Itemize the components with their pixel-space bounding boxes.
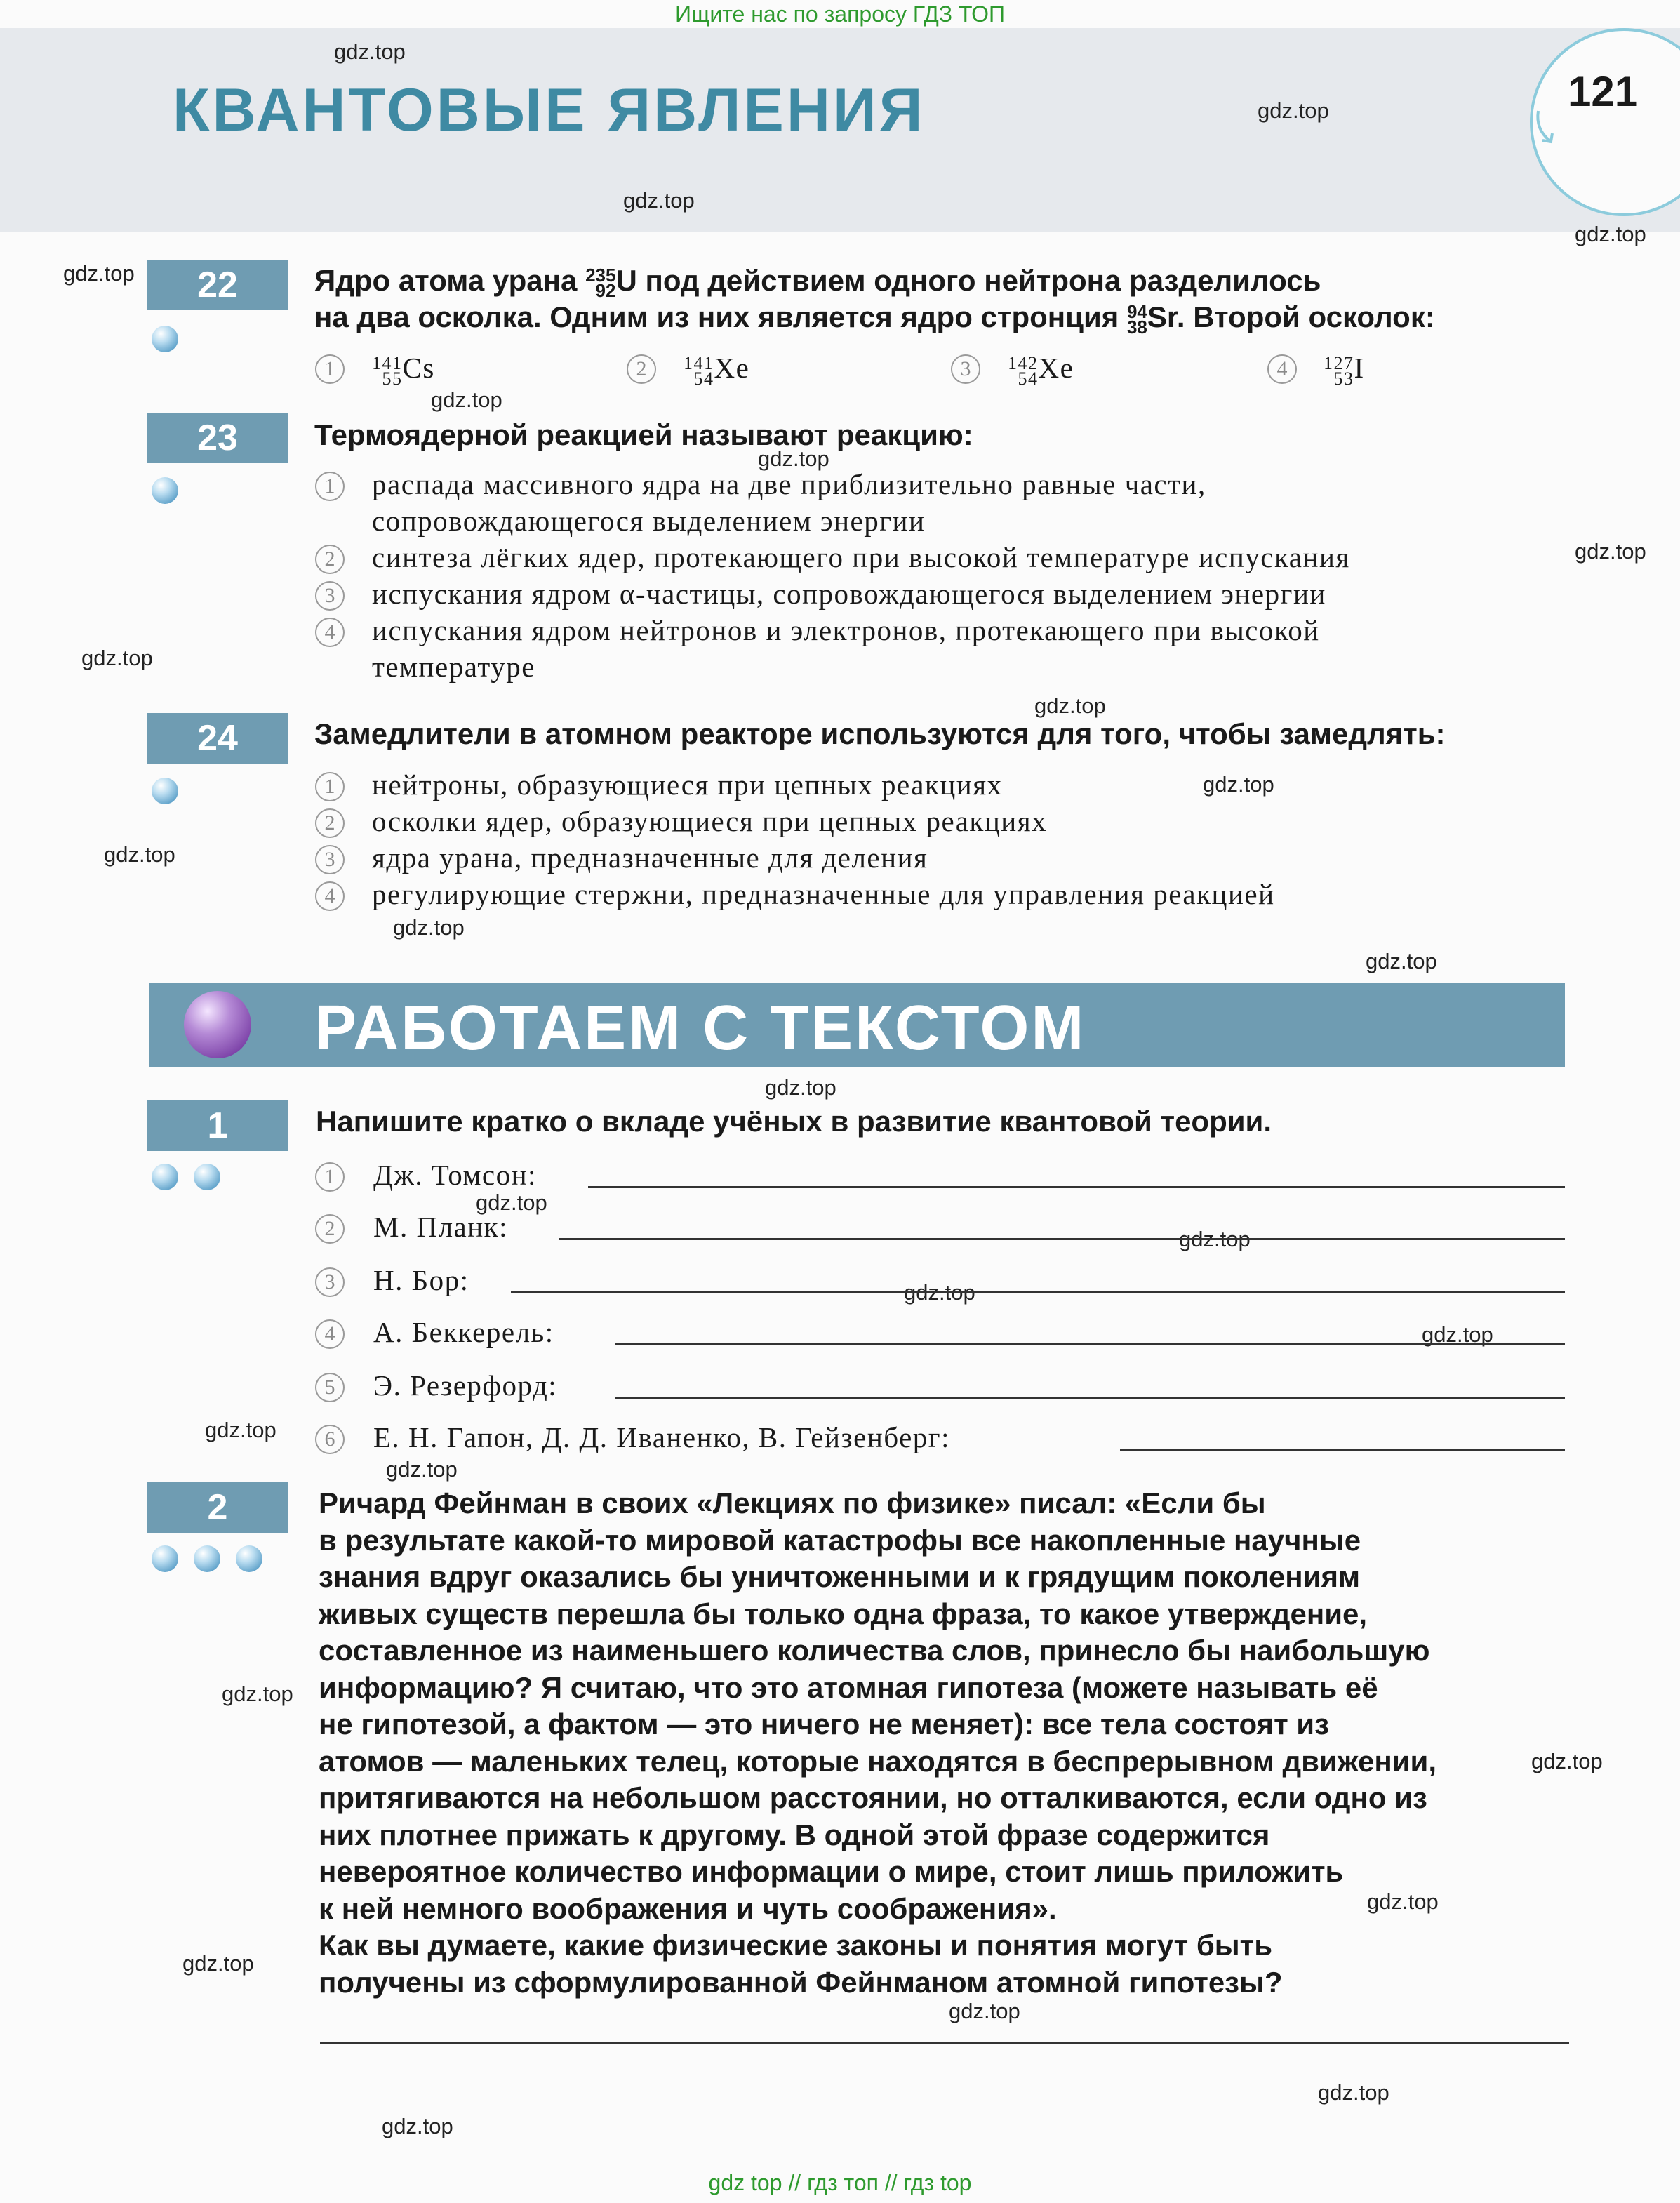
answer-option-3[interactable]: 3 [951, 354, 980, 384]
task-question: Напишите кратко о вкладе учёных в развитие квантовой теории. [316, 1105, 1272, 1138]
answer-line-input[interactable] [615, 1397, 1565, 1399]
watermark: gdz.top [1258, 98, 1329, 123]
question-text: Замедлители в атомном реакторе используются для того, чтобы замедлять: [314, 717, 1446, 750]
watermark: gdz.top [81, 646, 153, 670]
answer-text: 141 54Xe [684, 352, 750, 390]
watermark: gdz.top [104, 842, 175, 867]
answer-option-3[interactable]: 3 [315, 845, 345, 874]
answer-line-input[interactable] [320, 2042, 1569, 2044]
watermark: gdz.top [393, 915, 465, 940]
difficulty-dot [194, 1164, 220, 1190]
watermark: gdz.top [382, 2114, 453, 2138]
answer-option-1[interactable]: 1 [315, 472, 345, 501]
watermark: gdz.top [1367, 1889, 1439, 1914]
chapter-title: КВАНТОВЫЕ ЯВЛЕНИЯ [173, 76, 926, 144]
answer-text: испускания ядром нейтронов и электронов, протекающего при высокой температуре [372, 614, 1320, 683]
question-text: Ядро атома урана 235 92U под действием одного нейтрона разделилось на два осколка. Одним из них является ядро стронция 94 38Sr. Второй осколок: [314, 264, 1435, 338]
answer-option-2[interactable]: 2 [315, 545, 345, 574]
answer-text: синтеза лёгких ядер, протекающего при высокой температуре испускания [372, 541, 1350, 573]
answer-option-4[interactable]: 4 [315, 881, 345, 911]
feynman-quote: Ричард Фейнман в своих «Лекциях по физике» писал: «Если бы в результате какой-то мировой катастрофы все накопленные научные знания вдруг оказались бы уничтоженными и к грядущим поколениям живых существ перешла бы только одна фраза, то какое утверждение, составленное из наименьшего количества слов, принесло бы наибольшую информацию? Я считаю, что это атомная гипотеза (можете называть её не гипотезой, а фактом — это ничего не меняет): все тела состоят из атомов — маленьких телец, которые находятся в беспрерывном движении, притягиваются на небольшом расстоянии, но отталкиваются, если одно из них плотнее прижать к другому. В одной этой фразе содержится невероятное количество информации о мире, стоит лишь приложить к ней немного воображения и чуть соображения». Как вы думаете, какие физические законы и понятия могут быть получены из сформулированной Фейнманом атомной гипотезы? [319, 1486, 1437, 1999]
scientist-label: Н. Бор: [373, 1264, 469, 1296]
answer-line-input[interactable] [1120, 1449, 1565, 1451]
item-number: 4 [315, 1319, 345, 1349]
answer-line-input[interactable] [559, 1238, 1565, 1240]
difficulty-dot [152, 326, 178, 352]
question-number-box: 24 [147, 713, 288, 764]
arrow-down-icon [1528, 105, 1571, 147]
answer-option-2[interactable]: 2 [315, 808, 345, 838]
section-title: РАБОТАЕМ С ТЕКСТОМ [314, 993, 1086, 1063]
answer-line-input[interactable] [588, 1186, 1565, 1188]
answer-text: 127 53I [1324, 352, 1365, 390]
answer-text: испускания ядром α-частицы, сопровождающегося выделением энергии [372, 578, 1326, 610]
answer-option-1[interactable]: 1 [315, 354, 345, 384]
answer-line-input[interactable] [615, 1343, 1565, 1345]
watermark: gdz.top [1366, 949, 1437, 973]
item-number: 6 [315, 1425, 345, 1454]
scientist-label: А. Беккерель: [373, 1316, 554, 1348]
answer-option-1[interactable]: 1 [315, 772, 345, 801]
watermark: gdz.top [205, 1418, 276, 1442]
answer-option-2[interactable]: 2 [627, 354, 656, 384]
watermark: gdz.top [1575, 539, 1646, 564]
answer-text: 142 54Xe [1008, 352, 1074, 390]
watermark: gdz.top [431, 387, 502, 412]
answer-text: 141 55Cs [372, 352, 435, 390]
section-ball-icon [184, 991, 251, 1058]
scientist-label: Е. Н. Гапон, Д. Д. Иваненко, В. Гейзенберг: [373, 1421, 950, 1453]
task-number-box: 1 [147, 1100, 288, 1151]
watermark: gdz.top [1318, 2080, 1389, 2105]
watermark: gdz.top [1422, 1322, 1493, 1347]
answer-text: ядра урана, предназначенные для деления [372, 841, 928, 874]
watermark: gdz.top [63, 261, 135, 286]
question-text: Термоядерной реакцией называют реакцию: [314, 418, 973, 451]
watermark: gdz.top [182, 1951, 254, 1976]
answer-option-4[interactable]: 4 [315, 618, 345, 647]
answer-text: регулирующие стержни, предназначенные для управления реакцией [372, 878, 1275, 910]
watermark: gdz.top [758, 446, 829, 471]
watermark: gdz.top [1179, 1227, 1251, 1251]
item-number: 3 [315, 1267, 345, 1297]
watermark: gdz.top [623, 188, 695, 213]
difficulty-dot [152, 477, 178, 504]
answer-text: распада массивного ядра на две приблизительно равные части, сопровождающегося выделением энергии [372, 468, 1206, 537]
watermark: gdz.top [476, 1190, 547, 1215]
top-banner: Ищите нас по запросу ГДЗ ТОП [675, 1, 1005, 27]
watermark: gdz.top [1575, 222, 1646, 246]
answer-text: осколки ядер, образующиеся при цепных реакциях [372, 805, 1048, 837]
watermark: gdz.top [222, 1682, 293, 1706]
question-number-box: 23 [147, 413, 288, 463]
scientist-label: Дж. Томсон: [373, 1159, 537, 1191]
bottom-banner: gdz top // гдз топ // гдз top [708, 2170, 972, 2195]
watermark: gdz.top [1531, 1749, 1603, 1773]
watermark: gdz.top [334, 39, 406, 64]
watermark: gdz.top [904, 1280, 975, 1305]
page-number: 121 [1568, 68, 1639, 115]
difficulty-dot [152, 1545, 178, 1572]
answer-option-4[interactable]: 4 [1267, 354, 1297, 384]
item-number: 1 [315, 1162, 345, 1192]
item-number: 5 [315, 1373, 345, 1402]
difficulty-dot [194, 1545, 220, 1572]
item-number: 2 [315, 1214, 345, 1244]
task-number-box: 2 [147, 1482, 288, 1533]
scientist-label: М. Планк: [373, 1211, 508, 1243]
answer-text: нейтроны, образующиеся при цепных реакциях [372, 768, 1003, 801]
watermark: gdz.top [386, 1457, 458, 1482]
question-number-box: 22 [147, 260, 288, 310]
watermark: gdz.top [765, 1075, 836, 1100]
answer-option-3[interactable]: 3 [315, 581, 345, 611]
difficulty-dot [152, 778, 178, 804]
scientist-label: Э. Резерфорд: [373, 1369, 558, 1402]
difficulty-dot [236, 1545, 262, 1572]
watermark: gdz.top [1034, 693, 1106, 718]
watermark: gdz.top [949, 1999, 1020, 2023]
watermark: gdz.top [1203, 772, 1274, 797]
answer-line-input[interactable] [511, 1291, 1565, 1293]
difficulty-dot [152, 1164, 178, 1190]
